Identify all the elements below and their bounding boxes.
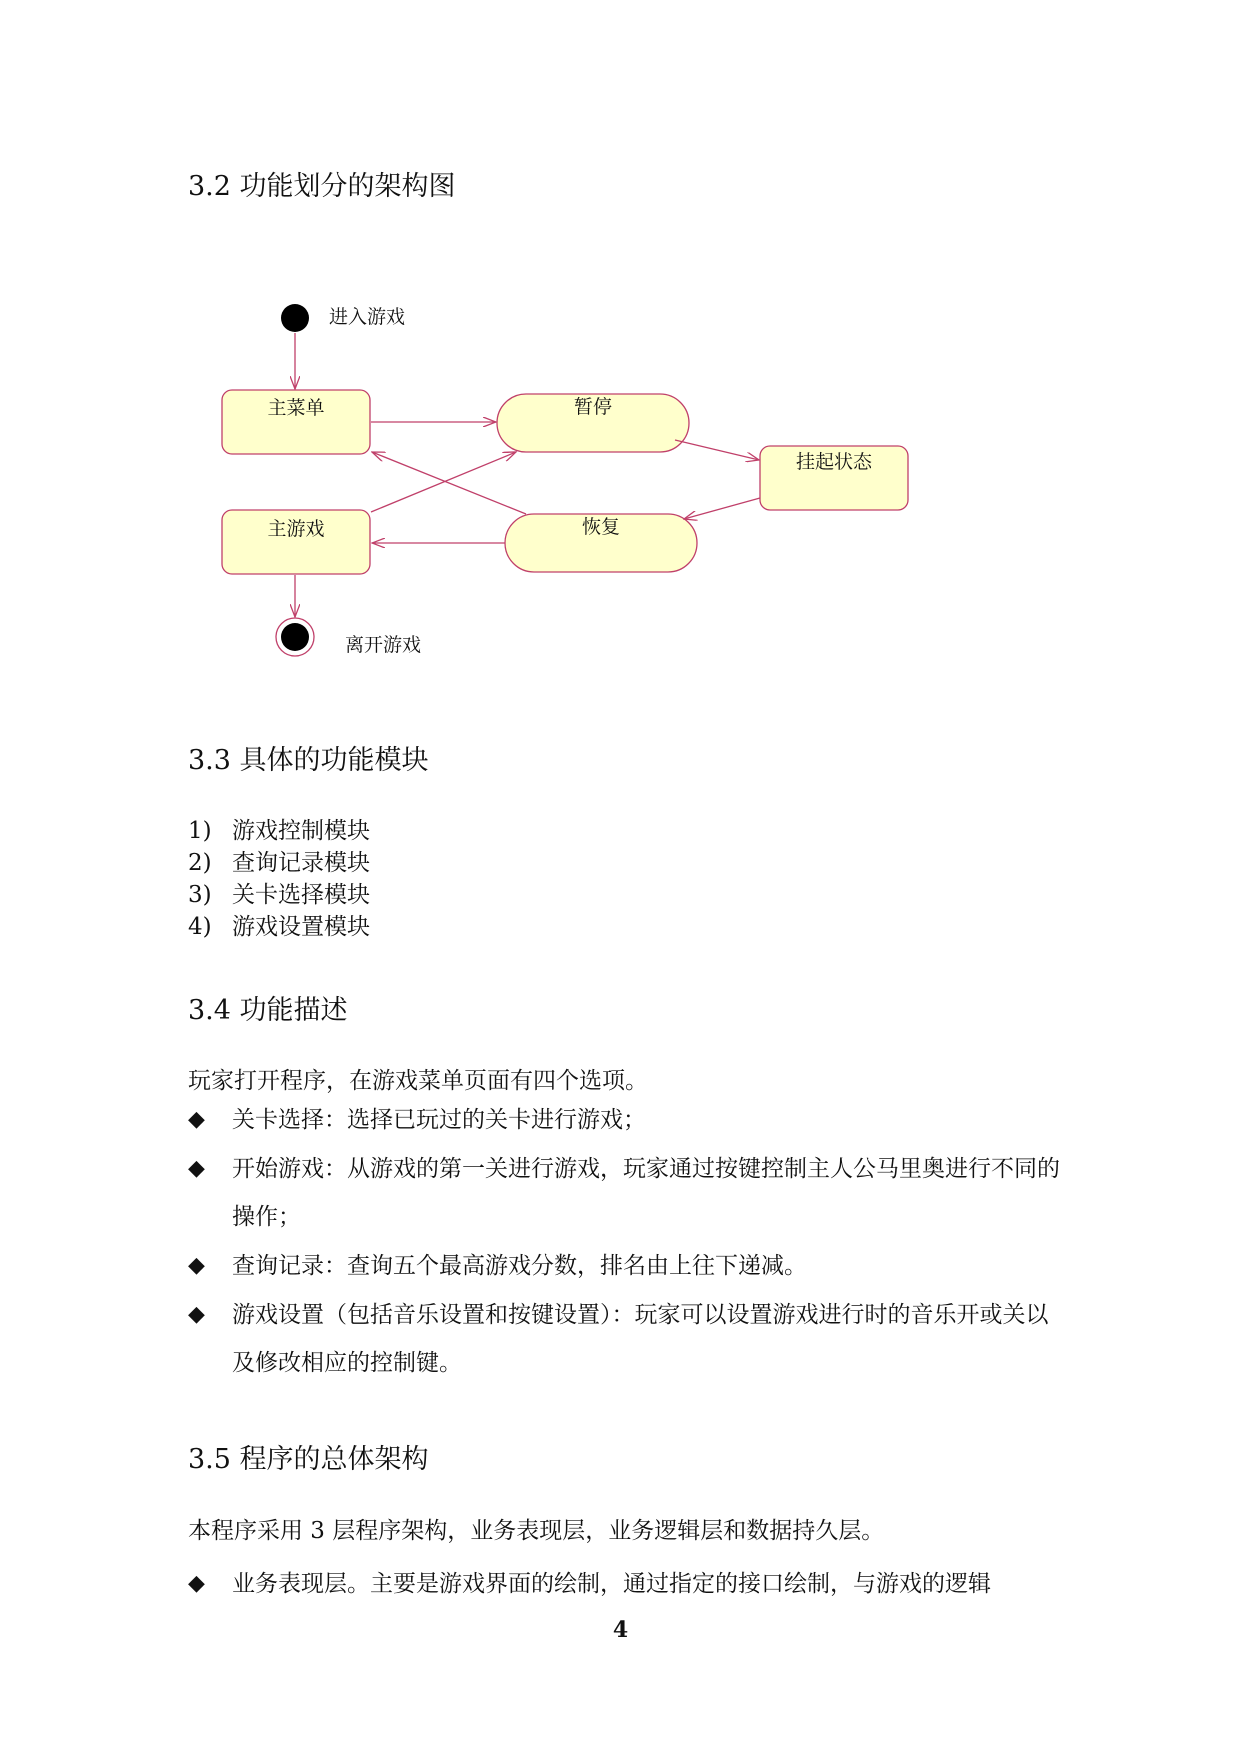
description-bullet: [188, 1145, 1068, 1241]
description-intro: 玩家打开程序，在游戏菜单页面有四个选项。: [188, 1068, 648, 1094]
architecture-intro: 本程序采用 3 层程序架构，业务表现层，业务逻辑层和数据持久层。: [188, 1518, 885, 1544]
section-heading-3-5: 3.5 程序的总体架构: [188, 1444, 429, 1475]
architecture-bullet-text: 业务表现层。主要是游戏界面的绘制，通过指定的接口绘制，与游戏的逻辑: [232, 1571, 991, 1597]
state-pause-label: 暂停: [573, 396, 613, 418]
description-bullet: [188, 1291, 1068, 1387]
state-pause: [497, 394, 689, 452]
list-item-number: 2): [188, 850, 212, 876]
state-main-game-label: 主游戏: [267, 518, 325, 540]
diamond-bullet-icon: ◆: [188, 1107, 205, 1132]
state-suspend-label: 挂起状态: [795, 451, 873, 473]
module-list: [188, 815, 370, 943]
list-item: [188, 911, 370, 943]
diamond-bullet-icon: ◆: [188, 1253, 205, 1278]
list-item: [188, 879, 370, 911]
description-bullet-text: 查询记录：查询五个最高游戏分数，排名由上往下递减。: [232, 1253, 807, 1279]
state-main-menu-label: 主菜单: [267, 397, 325, 419]
page-number: 4: [612, 1617, 629, 1643]
state-main-menu: [222, 390, 370, 454]
list-item: [188, 847, 370, 879]
transition-suspend-to-resume: [684, 498, 760, 519]
state-resume-label: 恢复: [581, 516, 621, 538]
description-bullet-text: 开始游戏：从游戏的第一关进行游戏，玩家通过按键控制主人公马里奥进行不同的操作；: [232, 1156, 1060, 1230]
section-heading-3-2: 3.2 功能划分的架构图: [188, 171, 456, 202]
transition-resume-to-main-menu: [372, 452, 526, 514]
state-suspend: [760, 446, 908, 510]
list-item-label: 游戏控制模块: [232, 818, 370, 844]
list-item-label: 查询记录模块: [232, 850, 370, 876]
state-main-game: [222, 510, 370, 574]
diamond-bullet-icon: ◆: [188, 1302, 205, 1327]
description-bullet: [188, 1096, 1068, 1144]
list-item: [188, 815, 370, 847]
list-item-number: 1): [188, 818, 212, 844]
section-heading-3-3: 3.3 具体的功能模块: [188, 745, 429, 776]
description-bullet-text: 游戏设置（包括音乐设置和按键设置）：玩家可以设置游戏进行时的音乐开或关以及修改相应的控制键。: [232, 1302, 1049, 1376]
list-item-label: 游戏设置模块: [232, 914, 370, 940]
start-node: [281, 304, 309, 332]
diamond-bullet-icon: ◆: [188, 1156, 205, 1181]
diamond-bullet-icon: ◆: [188, 1571, 205, 1596]
transition-pause-to-suspend: [675, 440, 759, 460]
list-item-number: 4): [188, 914, 212, 940]
list-item-number: 3): [188, 882, 212, 908]
end-node: [276, 618, 314, 656]
description-bullet: [188, 1242, 1068, 1290]
list-item-label: 关卡选择模块: [232, 882, 370, 908]
architecture-bullet: [188, 1560, 1068, 1608]
description-bullet-text: 关卡选择：选择已玩过的关卡进行游戏；: [232, 1107, 646, 1133]
end-label: 离开游戏: [345, 634, 422, 656]
state-diagram: [0, 0, 1241, 700]
section-heading-3-4: 3.4 功能描述: [188, 995, 348, 1026]
start-label: 进入游戏: [329, 306, 406, 328]
state-resume: [505, 514, 697, 572]
